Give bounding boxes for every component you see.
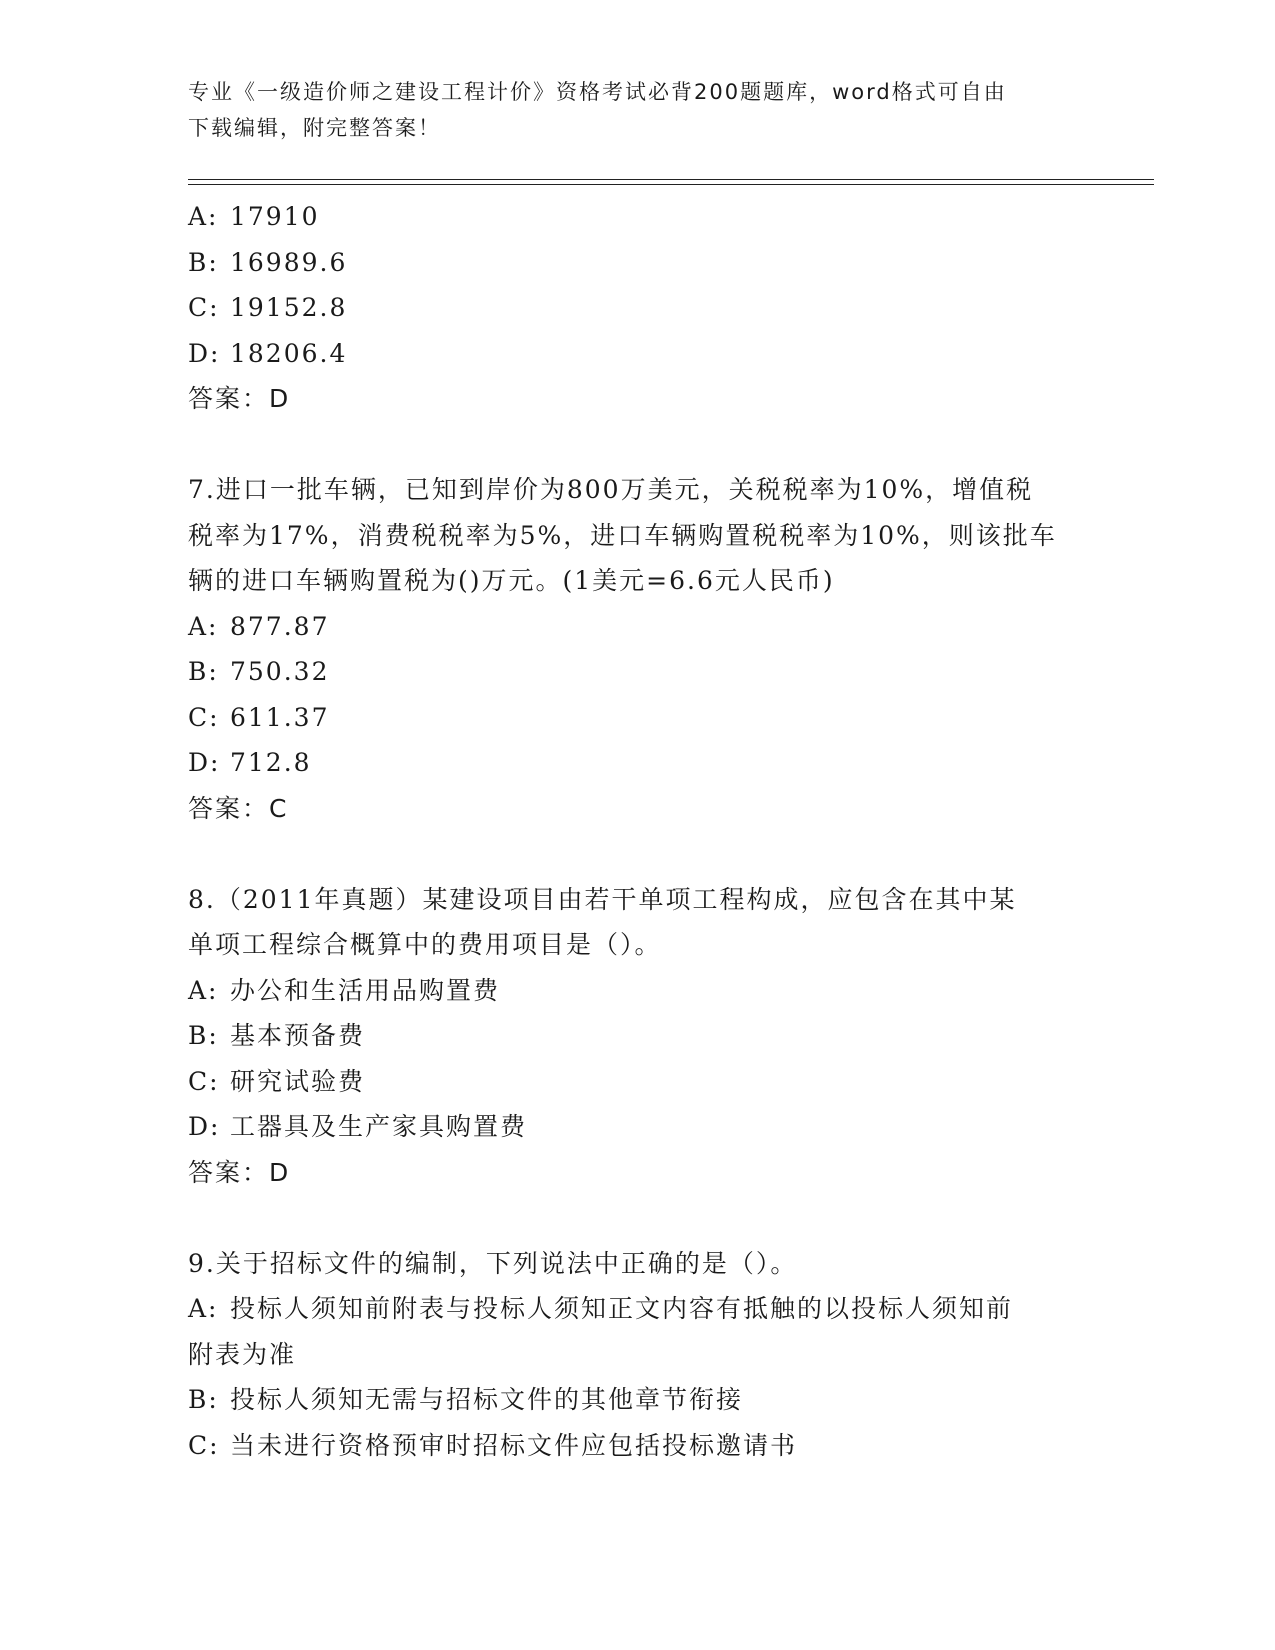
document-header — [188, 74, 1088, 146]
header-line-1: 专业《一级造价师之建设工程计价》资格考试必背200题题库，word格式可自由 — [188, 80, 1007, 104]
option-text: 17910 — [230, 202, 320, 231]
question-stem-line: 辆的进口车辆购置税为()万元。(1美元=6.6元人民币) — [188, 566, 835, 595]
option-c — [188, 695, 1088, 741]
option-letter: D: — [188, 1112, 221, 1141]
option-text: 18206.4 — [230, 338, 348, 368]
question-stem-line: 9.关于招标文件的编制，下列说法中正确的是（）。 — [188, 1248, 798, 1278]
option-b — [188, 649, 1088, 695]
header-rule-top — [188, 179, 1154, 180]
option-letter: D: — [188, 748, 221, 777]
option-letter: C: — [188, 1066, 220, 1096]
header-rule-bottom — [188, 184, 1154, 185]
answer: 答案：D — [188, 384, 291, 413]
option-letter: C: — [188, 1430, 220, 1460]
answer: 答案：C — [188, 793, 289, 823]
question-stem-line: 8.（2011年真题）某建设项目由若干单项工程构成，应包含在其中某 — [188, 884, 1017, 914]
option-letter: B: — [188, 1385, 219, 1414]
option-a-continued: 附表为准 — [188, 1339, 297, 1369]
option-text: 研究试验费 — [230, 1066, 366, 1096]
option-a — [188, 968, 1088, 1014]
option-text: 611.37 — [230, 702, 330, 732]
option-a — [188, 194, 1088, 240]
question-6 — [188, 194, 1088, 422]
document-body — [188, 194, 1088, 1468]
question-stem-line: 7.进口一批车辆，已知到岸价为800万美元，关税税率为10%，增值税 — [188, 475, 1034, 504]
header-line-2: 下载编辑，附完整答案！ — [188, 116, 441, 140]
option-a — [188, 1286, 1088, 1332]
option-text: 712.8 — [230, 748, 312, 777]
option-c — [188, 1423, 1088, 1469]
option-letter: C: — [188, 293, 220, 322]
option-text: 工器具及生产家具购置费 — [230, 1112, 528, 1141]
question-8 — [188, 877, 1088, 1196]
option-text: 16989.6 — [230, 247, 348, 277]
option-letter: B: — [188, 1021, 219, 1050]
option-b — [188, 240, 1088, 286]
option-text: 办公和生活用品购置费 — [230, 975, 501, 1005]
question-7 — [188, 467, 1088, 831]
question-stem-line: 单项工程综合概算中的费用项目是（）。 — [188, 930, 662, 959]
answer: 答案：D — [188, 1157, 291, 1187]
option-letter: C: — [188, 702, 220, 732]
option-c — [188, 1059, 1088, 1105]
option-c — [188, 285, 1088, 331]
option-d — [188, 331, 1088, 377]
option-letter: A: — [188, 1294, 219, 1323]
option-b — [188, 1013, 1088, 1059]
option-d — [188, 1104, 1088, 1150]
option-text: 投标人须知前附表与投标人须知正文内容有抵触的以投标人须知前 — [230, 1294, 1014, 1323]
option-text: 当未进行资格预审时招标文件应包括投标邀请书 — [230, 1430, 798, 1460]
option-text: 877.87 — [230, 611, 330, 641]
option-text: 基本预备费 — [230, 1021, 366, 1050]
option-letter: A: — [188, 611, 219, 641]
option-text: 19152.8 — [230, 293, 348, 322]
option-letter: A: — [188, 975, 219, 1005]
option-letter: D: — [188, 338, 221, 368]
option-a — [188, 604, 1088, 650]
option-letter: B: — [188, 247, 219, 277]
option-text: 750.32 — [230, 657, 330, 686]
question-stem-line: 税率为17%，消费税税率为5%，进口车辆购置税税率为10%，则该批车 — [188, 520, 1057, 550]
option-letter: A: — [188, 202, 219, 231]
question-9 — [188, 1241, 1088, 1469]
option-letter: B: — [188, 657, 219, 686]
option-b — [188, 1377, 1088, 1423]
option-text: 投标人须知无需与招标文件的其他章节衔接 — [230, 1385, 744, 1414]
option-d — [188, 740, 1088, 786]
